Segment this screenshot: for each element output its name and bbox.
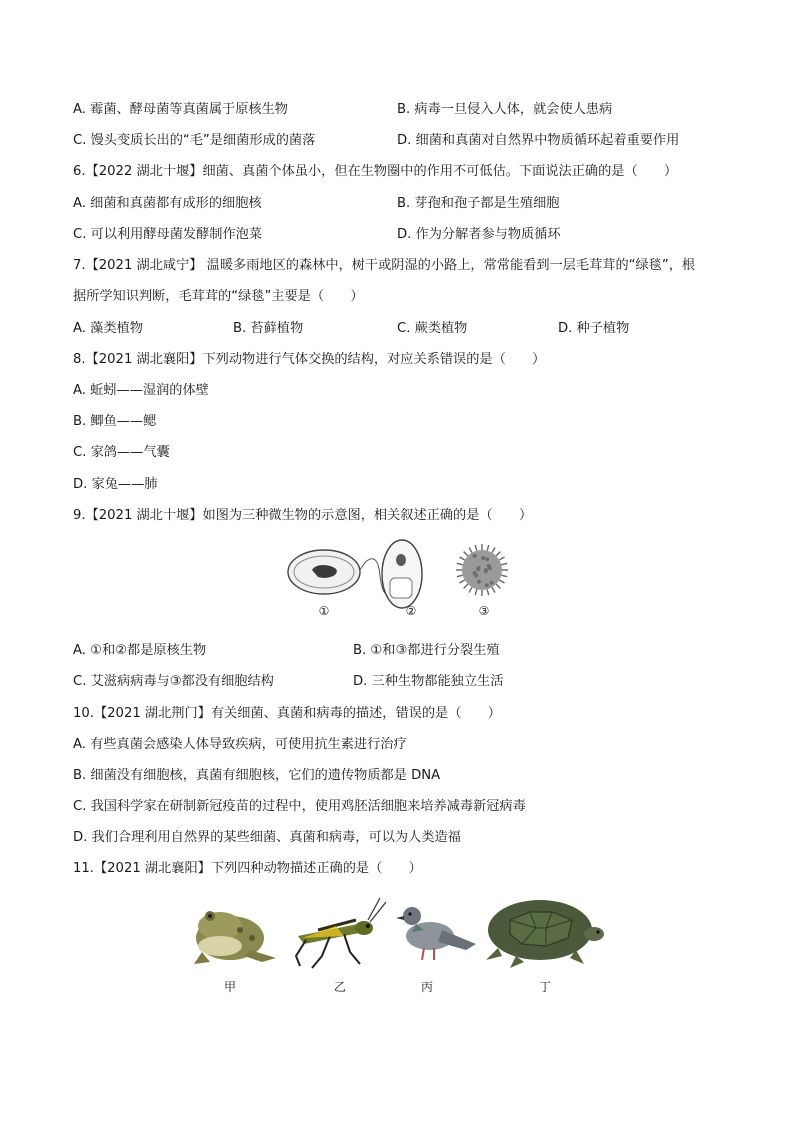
q8-option-d: D. 家兔——肺 bbox=[73, 477, 158, 492]
q6-option-d: D. 作为分解者参与物质循环 bbox=[397, 227, 561, 242]
q5-option-a: A. 霉菌、酵母菌等真菌属于原核生物 bbox=[73, 102, 288, 117]
q5-option-d: D. 细菌和真菌对自然界中物质循环起着重要作用 bbox=[397, 133, 680, 148]
pigeon-drawing bbox=[396, 907, 476, 960]
q8-option-b: B. 鲫鱼——鳃 bbox=[73, 414, 157, 429]
virus-drawing bbox=[456, 544, 508, 596]
animals-figure bbox=[180, 890, 610, 1000]
q7-stem-line2: 据所学知识判断，毛茸茸的“绿毯”主要是（ ） bbox=[73, 289, 364, 304]
q9-option-c: C. 艾滋病病毒与③都没有细胞结构 bbox=[73, 674, 274, 689]
animal-label-yi: 乙 bbox=[333, 980, 346, 994]
yeast-drawing bbox=[382, 540, 422, 608]
animal-label-bing: 丙 bbox=[420, 980, 433, 994]
q6-stem: 6.【2022 湖北十堰】细菌、真菌个体虽小，但在生物圈中的作用不可低估。下面说法正确的是（ ） bbox=[73, 164, 678, 179]
q6-option-b: B. 芽孢和孢子都是生殖细胞 bbox=[397, 196, 560, 211]
q6-option-a: A. 细菌和真菌都有成形的细胞核 bbox=[73, 196, 262, 211]
q7-option-c: C. 蕨类植物 bbox=[397, 321, 468, 336]
q5-option-b: B. 病毒一旦侵入人体，就会使人患病 bbox=[397, 102, 613, 117]
q9-option-a: A. ①和②都是原核生物 bbox=[73, 643, 207, 658]
q9-option-b: B. ①和③都进行分裂生殖 bbox=[353, 643, 500, 658]
q10-stem: 10.【2021 湖北荆门】有关细菌、真菌和病毒的描述，错误的是（ ） bbox=[73, 706, 501, 721]
q9-stem: 9.【2021 湖北十堰】如图为三种微生物的示意图，相关叙述正确的是（ ） bbox=[73, 508, 533, 523]
q7-option-d: D. 种子植物 bbox=[558, 321, 630, 336]
turtle-drawing bbox=[486, 900, 604, 968]
q6-option-c: C. 可以利用酵母菌发酵制作泡菜 bbox=[73, 227, 263, 242]
q7-stem-line1: 7.【2021 湖北咸宁】 温暖多雨地区的森林中，树干或阴湿的小路上，常常能看到一层毛茸茸的“绿毯”，根 bbox=[73, 258, 696, 273]
bacterium-drawing bbox=[288, 550, 392, 595]
q10-option-d: D. 我们合理利用自然界的某些细菌、真菌和病毒，可以为人类造福 bbox=[73, 830, 461, 845]
q7-option-b: B. 苔藓植物 bbox=[233, 321, 304, 336]
figure-label-3: ③ bbox=[478, 604, 490, 618]
figure-label-1: ① bbox=[318, 604, 330, 618]
microorganisms-figure bbox=[282, 532, 514, 622]
q8-option-c: C. 家鸽——气囊 bbox=[73, 445, 170, 460]
animal-label-jia: 甲 bbox=[223, 980, 236, 994]
animal-label-ding: 丁 bbox=[538, 980, 551, 994]
figure-label-2: ② bbox=[405, 604, 417, 618]
q9-option-d: D. 三种生物都能独立生活 bbox=[353, 674, 504, 689]
frog-drawing bbox=[194, 911, 276, 964]
grasshopper-drawing bbox=[296, 898, 386, 968]
q10-option-a: A. 有些真菌会感染人体导致疾病，可使用抗生素进行治疗 bbox=[73, 737, 407, 752]
q11-stem: 11.【2021 湖北襄阳】下列四种动物描述正确的是（ ） bbox=[73, 861, 422, 876]
q5-option-c: C. 馒头变质长出的“毛”是细菌形成的菌落 bbox=[73, 133, 316, 148]
q10-option-c: C. 我国科学家在研制新冠疫苗的过程中，使用鸡胚活细胞来培养减毒新冠病毒 bbox=[73, 799, 526, 814]
q8-option-a: A. 蚯蚓——湿润的体壁 bbox=[73, 383, 209, 398]
q7-option-a: A. 藻类植物 bbox=[73, 321, 143, 336]
animals-illustration bbox=[180, 890, 610, 970]
q10-option-b: B. 细菌没有细胞核，真菌有细胞核，它们的遗传物质都是 DNA bbox=[73, 768, 441, 783]
q8-stem: 8.【2021 湖北襄阳】下列动物进行气体交换的结构，对应关系错误的是（ ） bbox=[73, 352, 546, 367]
